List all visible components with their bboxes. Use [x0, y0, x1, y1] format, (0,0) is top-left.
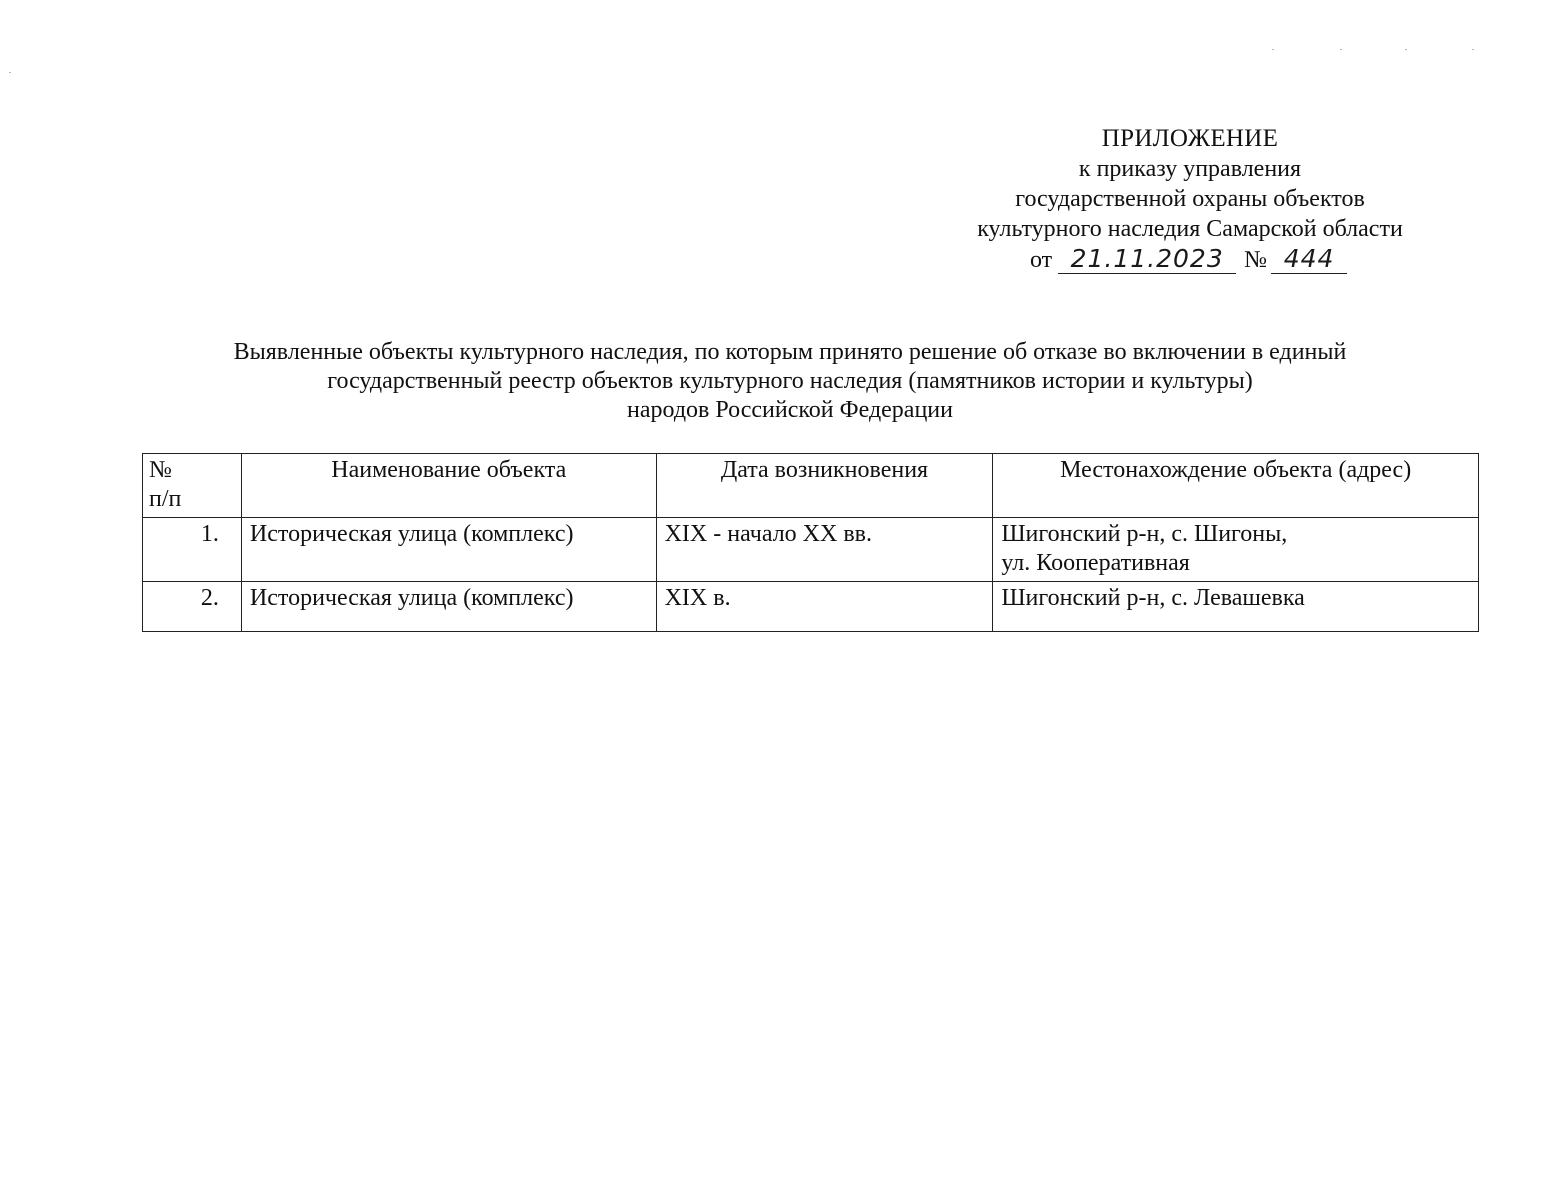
scan-speck — [1405, 49, 1407, 50]
scan-speck — [1272, 49, 1274, 50]
order-number-handwritten: 444 — [1283, 244, 1335, 273]
number-label: № — [1244, 247, 1268, 273]
order-date-field — [1058, 246, 1236, 274]
cell-num: 2. — [143, 582, 242, 632]
cell-date: XIX - начало XX вв. — [656, 518, 993, 582]
order-date-handwritten: 21.11.2023 — [1070, 244, 1224, 273]
header-name: Наименование объекта — [241, 454, 656, 518]
cell-name: Историческая улица (комплекс) — [241, 518, 656, 582]
header-num-abbrev: п/п — [149, 486, 182, 512]
document-heading — [140, 338, 1440, 425]
cell-name: Историческая улица (комплекс) — [241, 582, 656, 632]
heading-line: Выявленные объекты культурного наследия, по которым принято решение об отказе во включении в единый — [233, 339, 1347, 365]
annex-line: культурного наследия Самарской области — [977, 216, 1403, 242]
annex-line: государственной охраны объектов — [1015, 186, 1365, 212]
cell-location — [993, 582, 1479, 632]
heading-line: государственный реестр объектов культурного наследия (памятников истории и культуры) — [327, 368, 1253, 394]
scan-speck — [1340, 49, 1342, 50]
heading-line: народов Российской Федерации — [627, 397, 953, 423]
annex-line: к приказу управления — [1078, 156, 1302, 182]
table-row — [143, 582, 1479, 632]
cell-location-line: Шигонский р-н, с. Левашевка — [1001, 585, 1305, 611]
table-header-row — [143, 454, 1479, 518]
header-date: Дата возникновения — [656, 454, 993, 518]
table-row — [143, 518, 1479, 582]
header-num — [143, 454, 242, 518]
cell-date: XIX в. — [656, 582, 993, 632]
cell-location-line: ул. Кооперативная — [1001, 550, 1190, 576]
scan-speck — [9, 72, 11, 73]
annex-date-line — [940, 245, 1440, 275]
scan-speck — [1472, 49, 1474, 50]
cell-location — [993, 518, 1479, 582]
heritage-objects-table — [142, 453, 1479, 632]
annex-title: ПРИЛОЖЕНИЕ — [1101, 125, 1279, 152]
from-label: от — [1030, 247, 1053, 273]
annex-block — [940, 124, 1440, 275]
cell-location-line: Шигонский р-н, с. Шигоны, — [1001, 521, 1288, 547]
cell-num: 1. — [143, 518, 242, 582]
order-number-field — [1271, 246, 1347, 274]
header-location: Местонахождение объекта (адрес) — [993, 454, 1479, 518]
header-num-symbol: № — [149, 457, 172, 483]
